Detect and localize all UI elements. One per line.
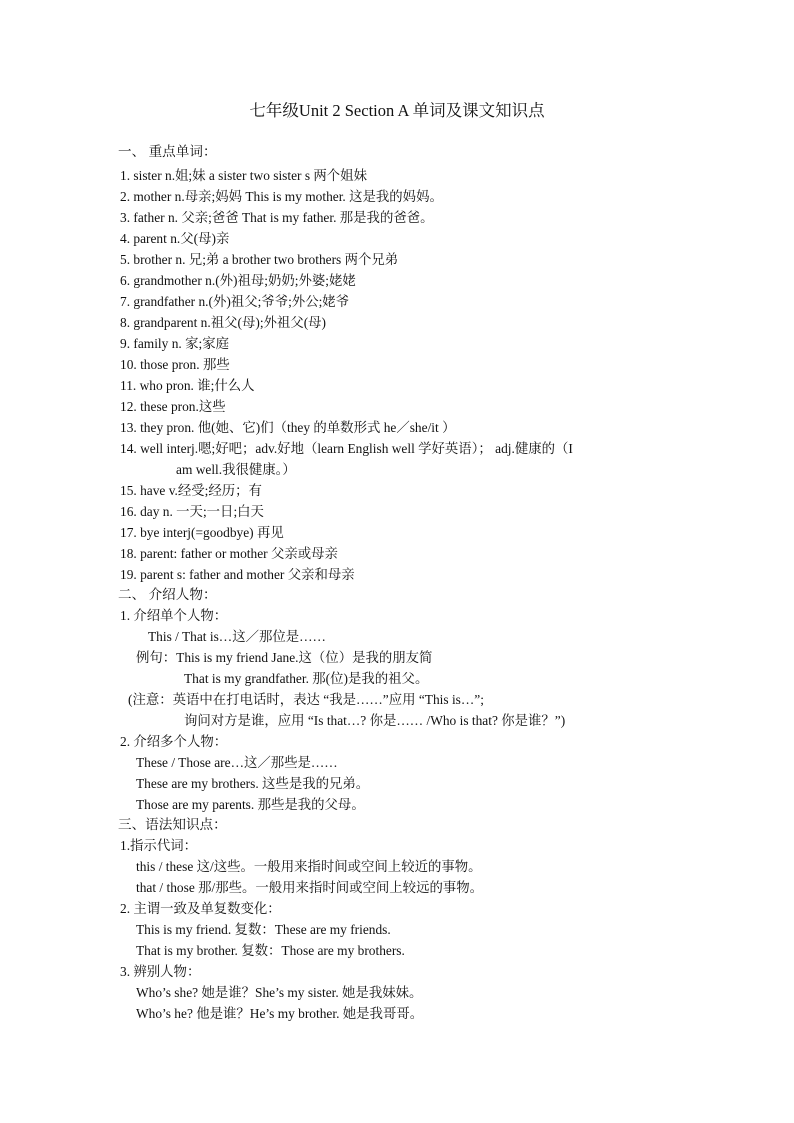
page-title: 七年级Unit 2 Section A 单词及课文知识点 — [249, 101, 545, 120]
grammar-line: That is my brother. 复数：Those are my brothers. — [136, 943, 405, 958]
subheading: 2. 介绍多个人物： — [120, 734, 228, 749]
vocab-item: 10. those pron. 那些 — [120, 357, 230, 372]
vocab-item: 5. brother n. 兄;弟 a brother two brothers 两个兄弟 — [120, 252, 399, 267]
vocab-item: 17. bye interj(=goodbye) 再见 — [120, 525, 284, 540]
grammar-line: Who’s he? 他是谁？He’s my brother. 她是我哥哥。 — [136, 1006, 424, 1021]
vocab-item: 3. father n. 父亲;爸爸 That is my father. 那是我的爸爸。 — [120, 210, 434, 225]
example-line: 例句：This is my friend Jane.这（位）是我的朋友简 — [136, 650, 433, 665]
vocab-item: 18. parent: father or mother 父亲或母亲 — [120, 546, 338, 561]
subheading: 1. 介绍单个人物： — [120, 608, 228, 623]
vocab-item: 16. day n. 一天;一日;白天 — [120, 504, 264, 519]
vocab-item: 6. grandmother n.(外)祖母;奶奶;外婆;姥姥 — [120, 273, 356, 288]
pattern-line: These / Those are…这／那些是…… — [136, 755, 338, 770]
note-line: (注意：英语中在打电话时，表达 “我是……”应用 “This is…”; — [128, 692, 484, 707]
vocab-item: 11. who pron. 谁;什么人 — [120, 378, 255, 393]
vocab-item: 14. well interj.嗯;好吧；adv.好地（learn English well 学好英语）； adj.健康的（I — [120, 441, 573, 456]
example-line: That is my grandfather. 那(位)是我的祖父。 — [184, 671, 429, 686]
vocab-item: 9. family n. 家;家庭 — [120, 336, 229, 351]
pattern-line: This / That is…这／那位是…… — [148, 629, 326, 644]
grammar-line: this / these 这/这些。一般用来指时间或空间上较近的事物。 — [136, 859, 482, 874]
vocab-item: 1. sister n.姐;妹 a sister two sister s 两个姐妹 — [120, 168, 367, 183]
example-line: Those are my parents. 那些是我的父母。 — [136, 797, 365, 812]
vocab-item: 7. grandfather n.(外)祖父;爷爷;外公;姥爷 — [120, 294, 350, 309]
vocab-item: 8. grandparent n.祖父(母);外祖父(母) — [120, 315, 327, 330]
note-line: 询问对方是谁，应用 “Is that…? 你是…… /Who is that? 你是谁？”) — [184, 713, 566, 728]
vocab-item: 4. parent n.父(母)亲 — [120, 231, 230, 246]
vocab-item-continuation: am well.我很健康。） — [176, 462, 296, 477]
section-heading-introduce: 二、 介绍人物： — [118, 587, 217, 602]
grammar-line: Who’s she? 她是谁？She’s my sister. 她是我妹妹。 — [136, 985, 423, 1000]
section-heading-grammar: 三、语法知识点： — [118, 817, 227, 832]
vocab-item: 2. mother n.母亲;妈妈 This is my mother. 这是我的妈妈。 — [120, 189, 443, 204]
section-heading-vocabulary: 一、 重点单词： — [118, 144, 217, 159]
vocab-item: 19. parent s: father and mother 父亲和母亲 — [120, 567, 355, 582]
grammar-line: This is my friend. 复数：These are my friends. — [136, 922, 391, 937]
vocab-item: 12. these pron.这些 — [120, 399, 226, 414]
grammar-line: that / those 那/那些。一般用来指时间或空间上较远的事物。 — [136, 880, 484, 895]
subheading: 3. 辨别人物： — [120, 964, 201, 979]
subheading: 1.指示代词： — [120, 838, 197, 853]
subheading: 2. 主谓一致及单复数变化： — [120, 901, 281, 916]
example-line: These are my brothers. 这些是我的兄弟。 — [136, 776, 370, 791]
vocab-item: 13. they pron. 他(她、它)们（they 的单数形式 he／she/it ） — [120, 420, 456, 435]
vocab-item: 15. have v.经受;经历；有 — [120, 483, 262, 498]
